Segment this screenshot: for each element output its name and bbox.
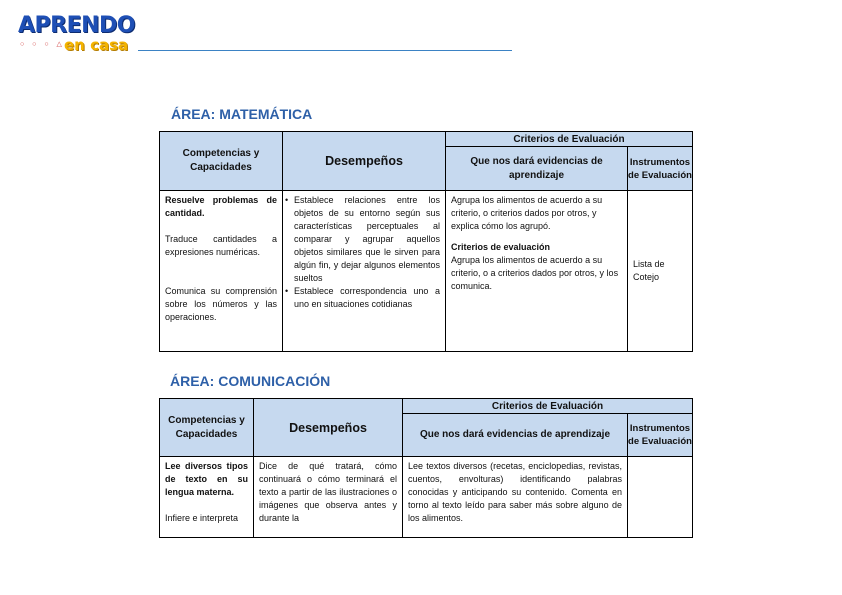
competencias-cell: [160, 457, 254, 538]
evidencia-text: Agrupa los alimentos de acuerdo a su criterio, o criterios dados por otros, y explica cómo los agrupó.: [451, 195, 603, 231]
table-row: [160, 457, 693, 538]
header-competencias: Competencias y Capacidades: [160, 132, 283, 191]
instrumento-cell: [628, 191, 693, 352]
evidencia-text: Agrupa los alimentos de acuerdo a su criterio, o a criterios dados por otros, y los comunica.: [451, 255, 619, 291]
evidencias-cell: [403, 457, 628, 538]
capacidad-text: Infiere e interpreta: [165, 513, 239, 523]
desempeno-item: • Establece relaciones entre los objetos de su entorno según sus características perceptuales al comparar y agrupar aquellos objetos similares que le sirven para algún fin, y dejar algunos elementos sueltos: [288, 194, 440, 285]
desempeno-text: Dice de qué tratará, cómo continuará o cómo terminará el texto a partir de las ilustraciones o imágenes que observa antes y durante la: [259, 461, 397, 523]
competencias-cell: [160, 191, 283, 352]
logo-main-text: APRENDO: [18, 13, 135, 38]
competencia-text: Resuelve problemas de cantidad.: [165, 195, 277, 218]
capacidad-text: Traduce cantidades a expresiones numéricas.: [165, 234, 277, 257]
header-evidencias: Que nos dará evidencias de aprendizaje: [403, 414, 628, 457]
aprendo-en-casa-logo: [18, 13, 140, 53]
evidencia-text: Lee textos diversos (recetas, enciclopedias, revistas, cuentos, envolturas) identificando palabras conocidas y anticipando su contenido. Comenta en torno al texto leído para saber más sobre alguno de los alimentos.: [408, 461, 622, 523]
table-row: [160, 191, 693, 352]
competencia-text: Lee diversos tipos de texto en su lengua materna.: [165, 461, 248, 497]
table-matematica: [159, 131, 693, 352]
instrumento-text: Lista de Cotejo: [633, 259, 665, 282]
header-desempenos: Desempeños: [283, 132, 446, 191]
header-criterios: Criterios de Evaluación: [403, 399, 693, 414]
header-criterios: Criterios de Evaluación: [446, 132, 693, 147]
area-title-matematica: ÁREA: MATEMÁTICA: [171, 106, 313, 122]
header-instrumentos: Instrumentos de Evaluación: [628, 147, 693, 191]
header-competencias: Competencias y Capacidades: [160, 399, 254, 457]
desempenos-cell: [254, 457, 403, 538]
desempeno-item: • Establece correspondencia uno a uno en situaciones cotidianas: [288, 285, 440, 311]
logo-dots: ○ ○ ○ △: [20, 41, 65, 48]
header-divider: [138, 50, 512, 51]
criterios-label: Criterios de evaluación: [451, 242, 551, 252]
header-instrumentos: Instrumentos de Evaluación: [628, 414, 693, 457]
header-desempenos: Desempeños: [254, 399, 403, 457]
logo-sub-text: en casa: [64, 36, 129, 54]
table-comunicacion: [159, 398, 693, 538]
evidencias-cell: [446, 191, 628, 352]
capacidad-text: Comunica su comprensión sobre los números y las operaciones.: [165, 286, 277, 322]
area-title-comunicacion: ÁREA: COMUNICACIÓN: [170, 373, 331, 389]
header-evidencias: Que nos dará evidencias de aprendizaje: [446, 147, 628, 191]
instrumento-cell: [628, 457, 693, 538]
desempenos-cell: [283, 191, 446, 352]
